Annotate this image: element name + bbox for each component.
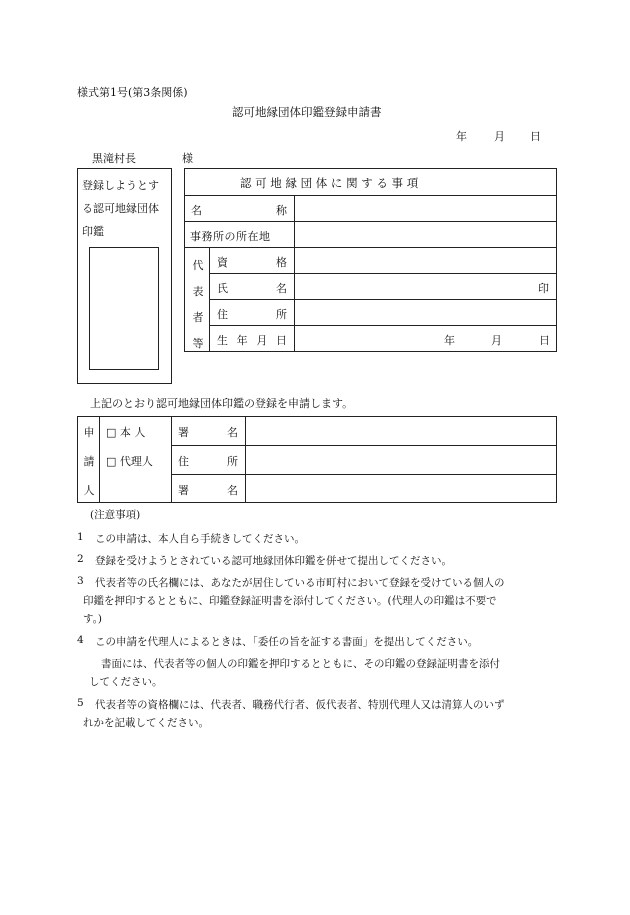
note-5-number: 5 <box>77 697 84 709</box>
note-5-line-2: れかを記載してください。 <box>83 717 209 729</box>
org-name-field[interactable] <box>295 196 556 221</box>
seal-impression-area[interactable] <box>89 247 159 370</box>
page-title: 認可地縁団体印鑑登録申請書 <box>232 105 382 119</box>
agent-option-checkbox[interactable]: □ 代理人 <box>106 455 153 468</box>
seal-mark: 印 <box>538 282 549 295</box>
addressee-honorific: 様 <box>182 152 193 165</box>
applicant-sign-label: 署 名 <box>178 426 238 439</box>
org-table-header: 認 可 地 縁 団 体 に 関 す る 事 項 <box>240 176 419 190</box>
note-3-line-2: 印鑑を押印するとともに、印鑑登録証明書を添付してください。(代理人の印鑑は不要で <box>83 595 497 607</box>
office-address-field[interactable] <box>295 222 556 247</box>
note-1-number: 1 <box>77 531 84 543</box>
note-5-line-1: 代表者等の資格欄には、代表者、職務代行者、仮代表者、特別代理人又は清算人のいず <box>95 699 505 711</box>
notes-heading: (注意事項) <box>90 509 141 521</box>
rep-address-field[interactable] <box>295 300 556 325</box>
date-year: 年 <box>456 130 467 143</box>
seal-box-label-1: 登録しようとす <box>82 179 159 192</box>
self-option-checkbox[interactable]: □ 本 人 <box>106 426 146 439</box>
seal-box-label-3: 印鑑 <box>82 225 104 238</box>
date-day: 日 <box>530 130 541 143</box>
agent-sign-label: 署 名 <box>178 484 238 497</box>
note-4-number: 4 <box>77 634 84 646</box>
rep-name-label: 氏 名 <box>217 282 287 295</box>
note-2-text: 登録を受けようとされている認可地縁団体印鑑を併せて提出してください。 <box>95 555 452 567</box>
rep-address-label: 住 所 <box>217 308 287 321</box>
applicant-sign-field[interactable] <box>246 417 556 445</box>
note-4-sub-line-1: 書面には、代表者等の個人の印鑑を押印するとともに、その印鑑の登録証明書を添付 <box>101 658 500 670</box>
addressee-mayor: 黒滝村長 <box>92 152 136 165</box>
note-1-text: この申請は、本人自ら手続きしてください。 <box>95 533 305 545</box>
note-3-line-1: 代表者等の氏名欄には、あなたが居住している市町村において登録を受けている個人の <box>95 577 505 589</box>
date-month: 月 <box>494 130 505 143</box>
note-2-number: 2 <box>77 553 84 565</box>
note-4-sub-line-2: してください。 <box>89 676 163 688</box>
birth-year-unit: 年 <box>444 334 455 347</box>
birth-date-label: 生 年 月 日 <box>217 334 287 347</box>
office-address-label: 事務所の所在地 <box>190 230 271 243</box>
rep-name-field[interactable] <box>295 274 525 299</box>
qualification-label: 資 格 <box>217 256 287 269</box>
applicant-side-label: 申 請 人 <box>83 426 95 497</box>
applicant-address-label: 住 所 <box>178 455 238 468</box>
note-4-text: この申請を代理人によるときは、「委任の旨を証する書面」を提出してください。 <box>95 636 479 648</box>
applicant-address-field[interactable] <box>246 446 556 474</box>
agent-sign-field[interactable] <box>246 475 556 502</box>
org-name-label: 名 称 <box>191 204 287 217</box>
application-statement: 上記のとおり認可地縁団体印鑑の登録を申請します。 <box>90 397 354 410</box>
note-3-number: 3 <box>77 575 84 587</box>
seal-box-label-2: る認可地縁団体 <box>82 202 159 215</box>
qualification-field[interactable] <box>295 248 556 273</box>
birth-day-unit: 日 <box>539 334 550 347</box>
note-3-line-3: す。) <box>83 613 103 625</box>
representative-side-label: 代 表 者 等 <box>192 259 204 350</box>
form-number: 様式第1号(第3条関係) <box>77 86 188 99</box>
birth-month-unit: 月 <box>491 334 502 347</box>
